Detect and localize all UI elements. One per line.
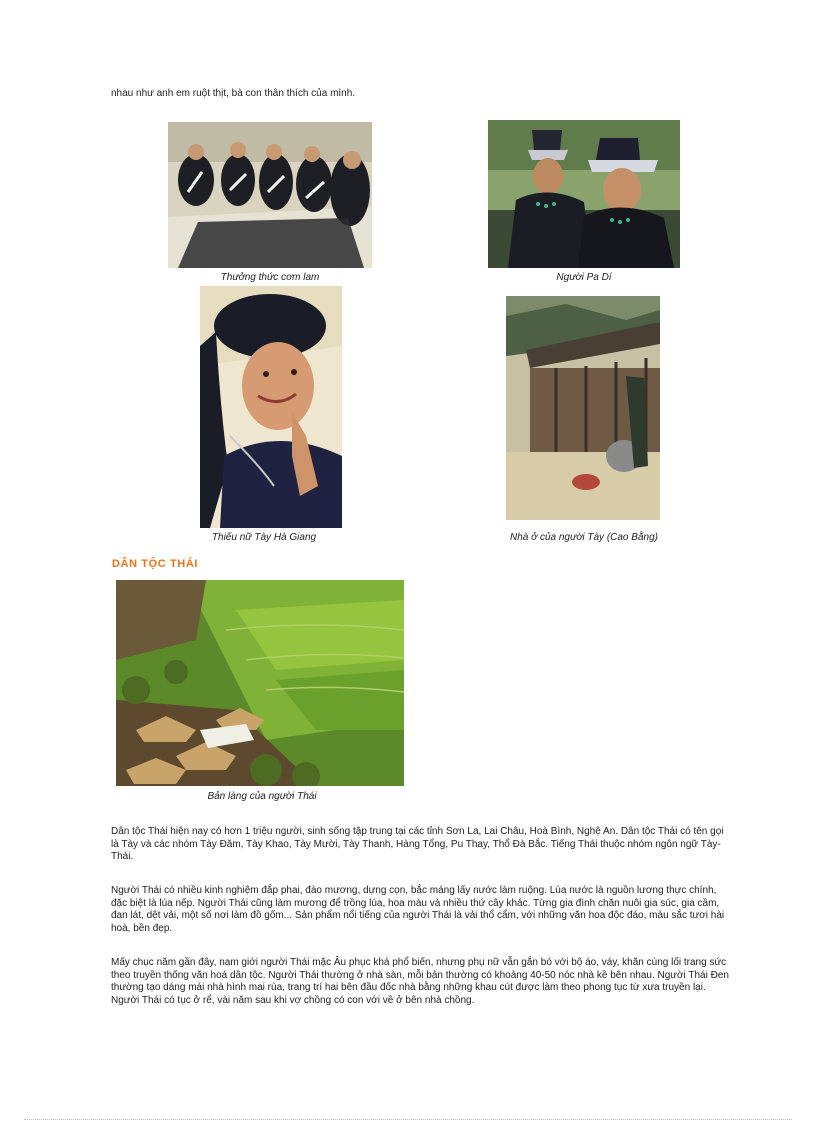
intro-text: nhau như anh em ruột thịt, bà con thân thích của mình. (111, 88, 356, 99)
pa-di-women-photo (488, 120, 680, 268)
caption-photo-3: Thiếu nữ Tày Hà Giang (211, 532, 317, 543)
paragraph-1: Dân tộc Thái hiện nay có hơn 1 triệu người, sinh sống tập trung tại các tỉnh Sơn La, Lai Châu, Hoà Bình, Nghệ An. Dân tộc Thái có tên gọi là Tày và các nhóm Tày Đăm, Tày Khao, Tày Mười, Tày Thanh, Hàng Tổng, Pu Thay, Thổ Đà Bắc. Tiếng Thái thuộc nhóm ngôn ngữ Tày-Thái. (111, 826, 724, 863)
tay-girl-photo (200, 286, 342, 528)
section-heading: DÂN TỘC THÁI (112, 558, 199, 570)
group-eating-photo (168, 122, 372, 268)
caption-photo-5: Bản làng của người Thái (207, 791, 317, 802)
thai-village-photo (116, 580, 404, 786)
caption-photo-4: Nhà ở của người Tày (Cao Bằng) (510, 532, 658, 543)
tay-house-photo (506, 296, 660, 520)
caption-photo-1: Thưởng thức cơm lam (220, 272, 320, 283)
page-bottom-rule (24, 1119, 792, 1120)
caption-photo-2: Người Pa Dí (556, 272, 612, 283)
paragraph-2: Người Thái có nhiều kinh nghiệm đắp phai, đào mương, dựng cọn, bắc máng lấy nước làm ruộng. Lúa nước là nguồn lương thực chính, đặc biệt là lúa nếp. Người Thái cũng làm mương để trồng lúa, hoa màu và nhiều thứ cây khác. Từng gia đình chăn nuôi gia súc, gia cầm, đan lát, dệt vải, một số nơi làm đồ gốm... Sản phẩm nổi tiếng của người Thái là vải thổ cẩm, với những văn hoa độc đáo, màu sắc tươi hài hoà, bền đẹp. (111, 885, 725, 934)
paragraph-3: Mấy chục năm gần đây, nam giới người Thái mặc Âu phục khá phổ biến, nhưng phụ nữ vẫn gắn bó với bộ áo, váy, khăn cùng lối trang sức theo truyền thống văn hoá dân tộc. Người Thái thường ở nhà sàn, mỗi bản thường có khoảng 40-50 nóc nhà kề bên nhau. Người Thái Đen thường tạo dáng mái nhà hình mai rùa, trang trí hai bên đầu đốc nhà bằng những khau cút được làm theo phong tục từ xưa truyền lại. Người Thái có tục ở rể, vài năm sau khi vợ chồng có con với về ở bên nhà chồng. (111, 957, 729, 1006)
